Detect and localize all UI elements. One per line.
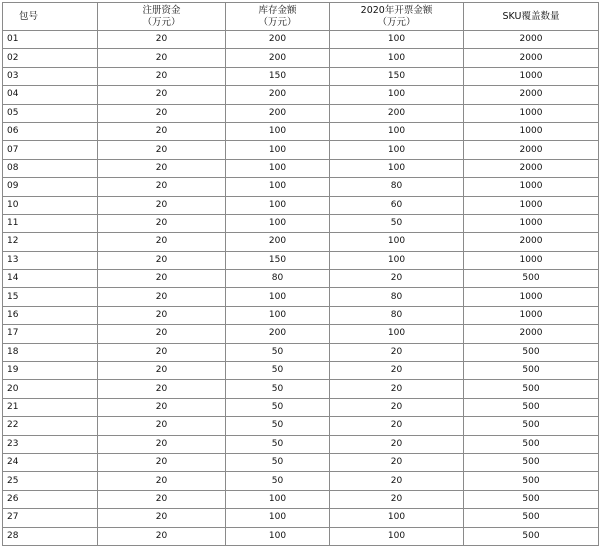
sku-coverage-cell: 500 xyxy=(464,398,599,416)
table-row xyxy=(3,233,599,251)
table-row xyxy=(3,122,599,140)
invoice-amount-cell: 20 xyxy=(330,343,464,361)
invoice-amount-cell: 100 xyxy=(330,86,464,104)
table-row xyxy=(3,380,599,398)
inventory-amount-cell: 50 xyxy=(226,398,330,416)
sku-coverage-cell: 500 xyxy=(464,435,599,453)
package-id-cell: 13 xyxy=(3,251,98,269)
inventory-amount-cell: 100 xyxy=(226,141,330,159)
inventory-amount-cell: 50 xyxy=(226,362,330,380)
package-id-cell: 27 xyxy=(3,509,98,527)
sku-coverage-cell: 2000 xyxy=(464,233,599,251)
inventory-amount-cell: 200 xyxy=(226,49,330,67)
sku-coverage-cell: 1000 xyxy=(464,122,599,140)
invoice-amount-cell: 20 xyxy=(330,398,464,416)
registered-capital-cell: 20 xyxy=(98,527,226,545)
package-id-cell: 06 xyxy=(3,122,98,140)
invoice-amount-cell: 100 xyxy=(330,49,464,67)
registered-capital-cell: 20 xyxy=(98,214,226,232)
package-id-cell: 20 xyxy=(3,380,98,398)
package-id-cell: 02 xyxy=(3,49,98,67)
invoice-amount-cell: 20 xyxy=(330,362,464,380)
table-row xyxy=(3,362,599,380)
sku-coverage-cell: 1000 xyxy=(464,67,599,85)
table-row xyxy=(3,251,599,269)
inventory-amount-cell: 100 xyxy=(226,159,330,177)
registered-capital-cell: 20 xyxy=(98,325,226,343)
package-id-cell: 21 xyxy=(3,398,98,416)
sku-coverage-cell: 2000 xyxy=(464,86,599,104)
invoice-amount-cell: 20 xyxy=(330,270,464,288)
package-id-cell: 25 xyxy=(3,472,98,490)
registered-capital-cell: 20 xyxy=(98,417,226,435)
invoice-amount-cell: 80 xyxy=(330,306,464,324)
package-table xyxy=(2,2,599,546)
registered-capital-cell: 20 xyxy=(98,178,226,196)
sku-coverage-cell: 1000 xyxy=(464,178,599,196)
invoice-amount-cell: 60 xyxy=(330,196,464,214)
inventory-amount-cell: 200 xyxy=(226,325,330,343)
table-row xyxy=(3,31,599,49)
header-sku-coverage: SKU覆盖数量 xyxy=(464,3,599,31)
package-id-cell: 10 xyxy=(3,196,98,214)
invoice-amount-cell: 150 xyxy=(330,67,464,85)
registered-capital-cell: 20 xyxy=(98,509,226,527)
inventory-amount-cell: 50 xyxy=(226,472,330,490)
table-row xyxy=(3,472,599,490)
table-row xyxy=(3,306,599,324)
registered-capital-cell: 20 xyxy=(98,104,226,122)
registered-capital-cell: 20 xyxy=(98,122,226,140)
invoice-amount-cell: 200 xyxy=(330,104,464,122)
table-row xyxy=(3,178,599,196)
package-id-cell: 09 xyxy=(3,178,98,196)
sku-coverage-cell: 1000 xyxy=(464,288,599,306)
inventory-amount-cell: 100 xyxy=(226,527,330,545)
sku-coverage-cell: 1000 xyxy=(464,251,599,269)
sku-coverage-cell: 1000 xyxy=(464,104,599,122)
table-row xyxy=(3,527,599,545)
inventory-amount-cell: 50 xyxy=(226,380,330,398)
invoice-amount-cell: 80 xyxy=(330,178,464,196)
inventory-amount-cell: 200 xyxy=(226,31,330,49)
package-id-cell: 28 xyxy=(3,527,98,545)
registered-capital-cell: 20 xyxy=(98,31,226,49)
package-id-cell: 03 xyxy=(3,67,98,85)
registered-capital-cell: 20 xyxy=(98,453,226,471)
inventory-amount-cell: 200 xyxy=(226,104,330,122)
package-id-cell: 18 xyxy=(3,343,98,361)
table-row xyxy=(3,417,599,435)
table-row xyxy=(3,435,599,453)
inventory-amount-cell: 100 xyxy=(226,306,330,324)
sku-coverage-cell: 1000 xyxy=(464,306,599,324)
inventory-amount-cell: 50 xyxy=(226,435,330,453)
invoice-amount-cell: 100 xyxy=(330,509,464,527)
inventory-amount-cell: 100 xyxy=(226,490,330,508)
inventory-amount-cell: 150 xyxy=(226,67,330,85)
sku-coverage-cell: 500 xyxy=(464,527,599,545)
registered-capital-cell: 20 xyxy=(98,196,226,214)
invoice-amount-cell: 100 xyxy=(330,325,464,343)
table-row xyxy=(3,141,599,159)
sku-coverage-cell: 500 xyxy=(464,453,599,471)
package-id-cell: 15 xyxy=(3,288,98,306)
registered-capital-cell: 20 xyxy=(98,288,226,306)
package-id-cell: 11 xyxy=(3,214,98,232)
inventory-amount-cell: 80 xyxy=(226,270,330,288)
package-id-cell: 08 xyxy=(3,159,98,177)
invoice-amount-cell: 100 xyxy=(330,141,464,159)
sku-coverage-cell: 500 xyxy=(464,417,599,435)
sku-coverage-cell: 2000 xyxy=(464,31,599,49)
table-row xyxy=(3,196,599,214)
table-row xyxy=(3,509,599,527)
table-row xyxy=(3,214,599,232)
invoice-amount-cell: 100 xyxy=(330,31,464,49)
registered-capital-cell: 20 xyxy=(98,251,226,269)
sku-coverage-cell: 500 xyxy=(464,490,599,508)
sku-coverage-cell: 1000 xyxy=(464,214,599,232)
invoice-amount-cell: 20 xyxy=(330,472,464,490)
package-id-cell: 19 xyxy=(3,362,98,380)
sku-coverage-cell: 2000 xyxy=(464,141,599,159)
header-invoice-amount-2020: 2020年开票金额 （万元） xyxy=(330,3,464,31)
sku-coverage-cell: 2000 xyxy=(464,159,599,177)
inventory-amount-cell: 150 xyxy=(226,251,330,269)
invoice-amount-cell: 20 xyxy=(330,380,464,398)
sku-coverage-cell: 2000 xyxy=(464,49,599,67)
invoice-amount-cell: 80 xyxy=(330,288,464,306)
registered-capital-cell: 20 xyxy=(98,398,226,416)
registered-capital-cell: 20 xyxy=(98,435,226,453)
table-row xyxy=(3,270,599,288)
table-row xyxy=(3,343,599,361)
registered-capital-cell: 20 xyxy=(98,472,226,490)
sku-coverage-cell: 500 xyxy=(464,362,599,380)
package-id-cell: 05 xyxy=(3,104,98,122)
package-id-cell: 01 xyxy=(3,31,98,49)
registered-capital-cell: 20 xyxy=(98,86,226,104)
invoice-amount-cell: 20 xyxy=(330,490,464,508)
registered-capital-cell: 20 xyxy=(98,306,226,324)
table-row xyxy=(3,398,599,416)
invoice-amount-cell: 20 xyxy=(330,435,464,453)
table-row xyxy=(3,490,599,508)
header-registered-capital: 注册资金 （万元） xyxy=(98,3,226,31)
invoice-amount-cell: 100 xyxy=(330,122,464,140)
package-id-cell: 22 xyxy=(3,417,98,435)
registered-capital-cell: 20 xyxy=(98,141,226,159)
registered-capital-cell: 20 xyxy=(98,380,226,398)
package-id-cell: 14 xyxy=(3,270,98,288)
registered-capital-cell: 20 xyxy=(98,67,226,85)
table-row xyxy=(3,325,599,343)
inventory-amount-cell: 50 xyxy=(226,417,330,435)
registered-capital-cell: 20 xyxy=(98,343,226,361)
inventory-amount-cell: 50 xyxy=(226,453,330,471)
invoice-amount-cell: 100 xyxy=(330,527,464,545)
table-row xyxy=(3,159,599,177)
inventory-amount-cell: 100 xyxy=(226,196,330,214)
inventory-amount-cell: 100 xyxy=(226,122,330,140)
invoice-amount-cell: 100 xyxy=(330,159,464,177)
package-id-cell: 07 xyxy=(3,141,98,159)
table-row xyxy=(3,288,599,306)
package-id-cell: 16 xyxy=(3,306,98,324)
invoice-amount-cell: 100 xyxy=(330,233,464,251)
package-id-cell: 23 xyxy=(3,435,98,453)
invoice-amount-cell: 20 xyxy=(330,453,464,471)
table-row xyxy=(3,86,599,104)
sku-coverage-cell: 500 xyxy=(464,343,599,361)
package-id-cell: 12 xyxy=(3,233,98,251)
inventory-amount-cell: 100 xyxy=(226,288,330,306)
header-package-id: 包号 xyxy=(3,3,98,31)
registered-capital-cell: 20 xyxy=(98,49,226,67)
table-body xyxy=(3,31,599,546)
sku-coverage-cell: 500 xyxy=(464,509,599,527)
inventory-amount-cell: 200 xyxy=(226,86,330,104)
sku-coverage-cell: 1000 xyxy=(464,196,599,214)
package-id-cell: 17 xyxy=(3,325,98,343)
invoice-amount-cell: 20 xyxy=(330,417,464,435)
inventory-amount-cell: 100 xyxy=(226,509,330,527)
package-id-cell: 24 xyxy=(3,453,98,471)
sku-coverage-cell: 500 xyxy=(464,380,599,398)
sku-coverage-cell: 500 xyxy=(464,270,599,288)
registered-capital-cell: 20 xyxy=(98,159,226,177)
inventory-amount-cell: 100 xyxy=(226,214,330,232)
registered-capital-cell: 20 xyxy=(98,362,226,380)
package-id-cell: 04 xyxy=(3,86,98,104)
table-row xyxy=(3,49,599,67)
inventory-amount-cell: 200 xyxy=(226,233,330,251)
table-row xyxy=(3,67,599,85)
inventory-amount-cell: 50 xyxy=(226,343,330,361)
package-id-cell: 26 xyxy=(3,490,98,508)
registered-capital-cell: 20 xyxy=(98,490,226,508)
invoice-amount-cell: 100 xyxy=(330,251,464,269)
sku-coverage-cell: 500 xyxy=(464,472,599,490)
inventory-amount-cell: 100 xyxy=(226,178,330,196)
table-row xyxy=(3,104,599,122)
registered-capital-cell: 20 xyxy=(98,233,226,251)
table-row xyxy=(3,453,599,471)
invoice-amount-cell: 50 xyxy=(330,214,464,232)
header-inventory-amount: 库存金额 （万元） xyxy=(226,3,330,31)
registered-capital-cell: 20 xyxy=(98,270,226,288)
sku-coverage-cell: 2000 xyxy=(464,325,599,343)
header-row xyxy=(3,3,599,31)
